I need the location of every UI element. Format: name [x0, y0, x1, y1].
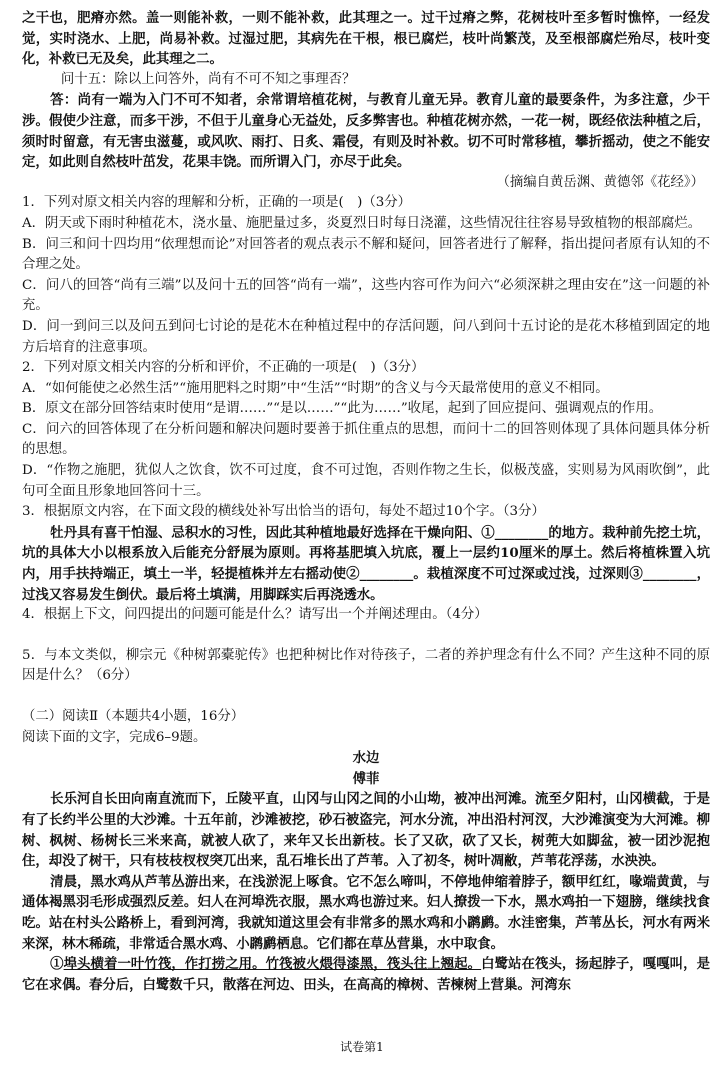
page-footer: 试卷第1	[340, 1040, 384, 1054]
q2-option-a: A．“如何能使之必然生活”“施用肥料之时期”中“生活”“时期”的含义与今天最常使用的意义不相同。	[22, 380, 609, 396]
underlined-sentence: 埠头横着一叶竹筏，作打捞之用。竹筏被火煨得漆黑，筏头往上翘起。	[63, 956, 482, 973]
article-title: 水边	[352, 750, 380, 767]
q2-stem: 2．下列对原文相关内容的分析和评价，不正确的一项是( )（3分）	[22, 360, 425, 376]
q2-option-b: B．原文在部分回答结束时使用“是谓……”“是以……”“此为……”收尾，起到了回应提问、强调观点的作用。	[22, 401, 663, 417]
q1-option-b: B．问三和问十四均用“依理想而论”对回答者的观点表示不解和疑问，回答者进行了解释，指出提问者原有认知的不合理之处。	[22, 236, 710, 273]
question-15: 问十五：除以上问答外，尚有不可不知之事理否？	[60, 71, 356, 87]
q1-stem: 1．下列对原文相关内容的理解和分析，正确的一项是( )（3分）	[22, 195, 412, 211]
article-author: 傅菲	[352, 770, 380, 787]
q4-stem: 4．根据上下文，问四提出的问题可能是什么？请写出一个并阐述理由。（4分）	[22, 607, 488, 623]
article-paragraph-3	[22, 954, 710, 995]
q5-stem: 5．与本文类似，柳宗元《种树郭橐驼传》也把种树比作对待孩子，二者的养护理念有什么不同？产生这种不同的原因是什么？（6分）	[22, 647, 710, 684]
section2-instruction: 阅读下面的文字，完成6–9题。	[22, 729, 207, 745]
section2-heading: （二）阅读Ⅱ（本题共4小题，16分）	[22, 709, 245, 724]
exam-page	[22, 8, 710, 995]
answer-space	[22, 687, 710, 707]
q1-option-c: C．问八的回答“尚有三端”以及问十五的回答“尚有一端”，这些内容可作为问六“必须深耕之理由安在”这一问题的补充。	[22, 277, 710, 314]
source-citation: （摘编自黄岳渊、黄德邻《花经》）	[496, 174, 704, 190]
article-paragraph-2: 清晨，黑水鸡从芦苇丛游出来，在浅淤泥上啄食。它不怎么啼叫，不停地伸缩着脖子，额甲红红，喙端黄黄，与通体褐黑羽毛形成强烈反差。妇人在河埠洗衣服，黑水鸡也游过来。妇人撩拨一下水，黑水鸡拍一下翅膀，继续找食吃。站在村头公路桥上，看到河湾，我就知道这里会有非常多的黑水鸡和小䴙䴘。水洼密集，芦苇丛长，河水有两米来深，林木稀疏，非常适合黑水鸡、小䴙䴘栖息。它们都在草丛营巢，水中取食。	[22, 873, 710, 952]
passage1-paragraph: 之干也，肥瘠亦然。盖一则能补救，一则不能补救，此其理之一。过干过瘠之弊，花树枝叶至多暂时憔悴，一经发觉，实时浇水、上肥，尚易补救。过湿过肥，其病先在干根，根已腐烂，枝叶尚繁茂，及至根部腐烂殆尽，枝叶变化，补救已无及矣，此其理之二。	[22, 10, 710, 68]
q3-body: 牡丹具有喜干怕湿、忌积水的习性，因此其种植地最好选择在干燥向阳、①________的地方。栽种前先挖土坑，坑的具体大小以根系放入后能充分舒展为原则。再将基肥填入坑底，覆上一层约10厘米的厚土。然后将植株置入坑内，用手扶持端正，填土一半，轻提植株并左右摇动使②________。栽植深度不可过深或过浅，过深则③________，过浅又容易发生倒伏。最后将土填满，用脚踩实后再浇透水。	[22, 524, 710, 603]
q3-stem: 3．根据原文内容，在下面文段的横线处补写出恰当的语句，每处不超过10个字。（3分）	[22, 504, 545, 520]
answer-15: 答：尚有一端为入门不可不知者，余常谓培植花树，与教育儿童无异。教育儿童的最要条件，为多注意，少干涉。假使少注意，而多干涉，不但于儿童身心无益处，反多弊害也。种植花树亦然，一花一树，既经依法种植之后，须时时留意，有无害虫滋蔓，或风吹、雨打、日炙、霜侵，有则及时补救。切不可时常移植，攀折摇动，使之不能安定，如此则自然枝叶茁发，花果丰饶。而所谓入门，亦尽于此矣。	[22, 92, 710, 171]
q2-option-c: C．问六的回答体现了在分析问题和解决问题时要善于抓住重点的思想，而问十二的回答则体现了具体问题具体分析的思想。	[22, 421, 710, 458]
q1-option-a: A．阴天或下雨时种植花木，浇水量、施肥量过多，炎夏烈日时每日浇灌，这些情况往往容易导致植物的根部腐烂。	[22, 215, 702, 231]
answer-space	[22, 626, 710, 646]
article-paragraph-1: 长乐河自长田向南直流而下，丘陵平直，山冈与山冈之间的小山坳，被冲出河滩。流至夕阳村，山冈横截，于是有了长约半公里的大沙滩。十五年前，沙滩被挖，砂石被盗完，河水分流，冲出沿村河汊，大沙滩演变为大河滩。柳树、枫树、杨树长三米来高，就被人砍了，来年又长出新枝。长了又砍，砍了又长，树蔸大如脚盆，被一团沙泥抱住，却没了树干，只有枝枝杈杈突兀出来，乱石堆长出了芦苇。入了初冬，树叶凋敝，芦苇花浮荡，水泱泱。	[22, 791, 710, 870]
q2-option-d: D．“作物之施肥，犹似人之饮食，饮不可过度，食不可过饱，否则作物之生长，似极茂盛，实则易为风雨吹倒”，此句可全面且形象地回答问十三。	[22, 463, 710, 499]
paragraph-text: 白鹭站在筏头，扬起脖子，嘎嘎叫，是它在求偶。春分后，白鹭数千只，散落在河边、田头，在高高的樟树、苦楝树上营巢。河湾东	[22, 956, 711, 993]
paragraph-marker: ①	[50, 956, 64, 973]
q1-option-d: D．问一到问三以及问五到问七讨论的是花木在种植过程中的存活问题，问八到问十五讨论的是花木移植到固定的地方后培育的注意事项。	[22, 318, 710, 355]
